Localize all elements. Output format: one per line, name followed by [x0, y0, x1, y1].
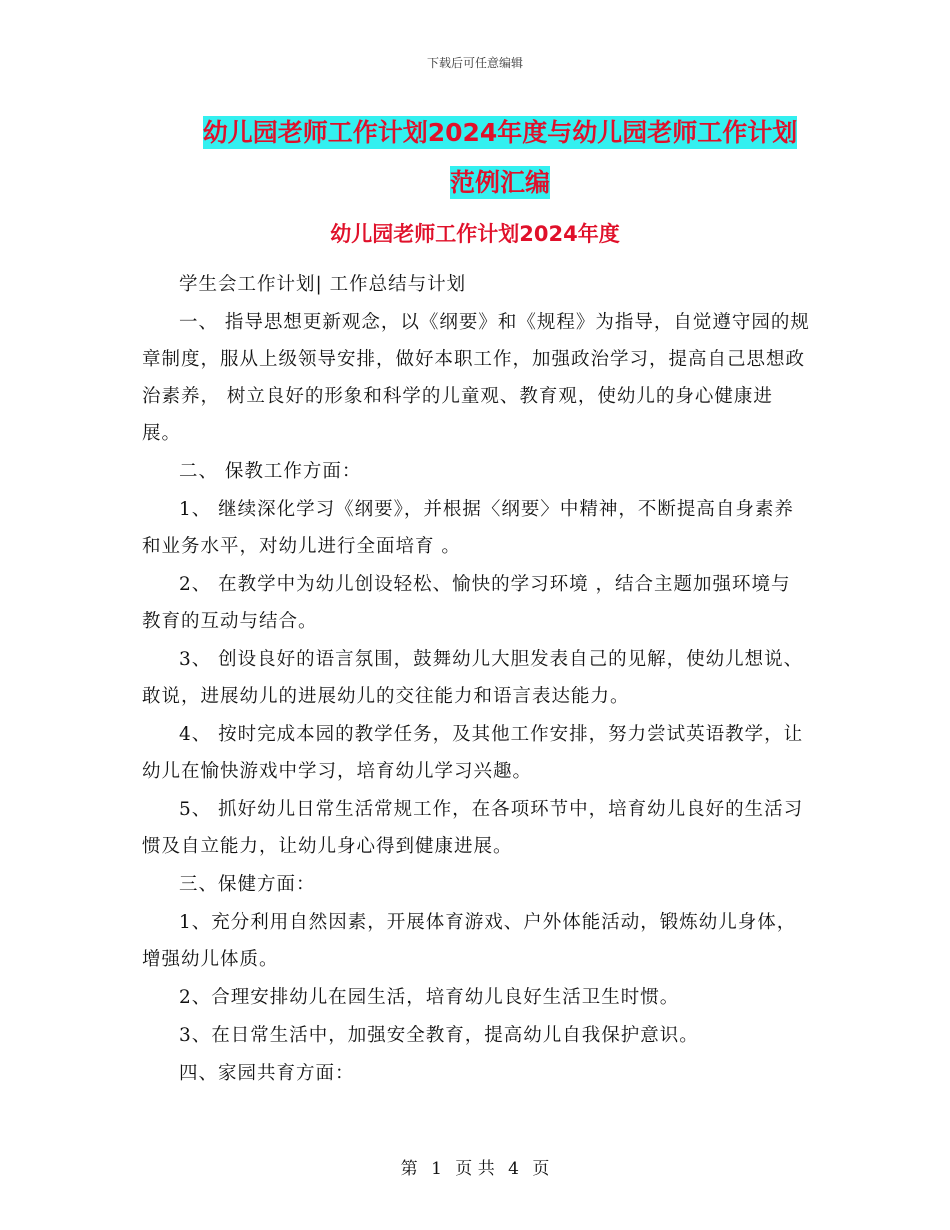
paragraph: 二、 保教工作方面： [179, 461, 362, 482]
paragraph: 1、充分利用自然因素，开展体育游戏、户外体能活动，锻炼幼儿身体，增强幼儿体质。 [142, 912, 797, 970]
footer-total-pages: 4 [508, 1159, 519, 1179]
footer-page-number: 1 [431, 1159, 442, 1179]
footer-suffix: 页 [532, 1159, 550, 1179]
paragraph: 2、 在教学中为幼儿创设轻松、愉快的学习环境 ，结合主题加强环境与教育的互动与结合。 [142, 574, 791, 632]
paragraph: 2、合理安排幼儿在园生活，培育幼儿良好生活卫生时惯。 [179, 987, 680, 1008]
footer-middle: 页 共 [455, 1159, 495, 1179]
page-footer [0, 1154, 950, 1179]
paragraph: 5、 抓好幼儿日常生活常规工作，在各项环节中，培育幼儿良好的生活习惯及自立能力，让幼儿身心得到健康进展。 [142, 799, 804, 857]
header-note: 下载后可任意编辑 [426, 56, 523, 70]
paragraph: 四、家园共育方面： [179, 1063, 355, 1084]
paragraph: 一、 指导思想更新观念，以《纲要》和《规程》为指导，自觉遵守园的规章制度，服从上级领导安排，做好本职工作，加强政治学习，提高自己思想政治素养， 树立良好的形象和科学的儿童观、教育观，使幼儿的身心健康进展。 [142, 312, 810, 444]
paragraph: 4、 按时完成本园的教学任务，及其他工作安排，努力尝试英语教学，让幼儿在愉快游戏中学习，培育幼儿学习兴趣。 [142, 724, 804, 782]
subtitle-line: 学生会工作计划| 工作总结与计划 [179, 274, 467, 295]
document-body [142, 270, 810, 1092]
document-title-line2: 范例汇编 [449, 168, 550, 197]
paragraph: 1、 继续深化学习《纲要》，并根据〈纲要〉中精神，不断提高自身素养和业务水平，对幼儿进行全面培育 。 [142, 499, 794, 557]
document-title-line1: 幼儿园老师工作计划2024年度与幼儿园老师工作计划 [202, 118, 798, 147]
paragraph: 3、在日常生活中，加强安全教育，提高幼儿自我保护意识。 [179, 1025, 699, 1046]
document-title [150, 108, 850, 208]
paragraph: 3、 创设良好的语言氛围，鼓舞幼儿大胆发表自己的见解，使幼儿想说、敢说，进展幼儿的进展幼儿的交往能力和语言表达能力。 [142, 649, 804, 707]
paragraph: 三、保健方面： [179, 874, 316, 895]
footer-prefix: 第 [400, 1159, 418, 1179]
section-title: 幼儿园老师工作计划2024年度 [330, 222, 620, 246]
